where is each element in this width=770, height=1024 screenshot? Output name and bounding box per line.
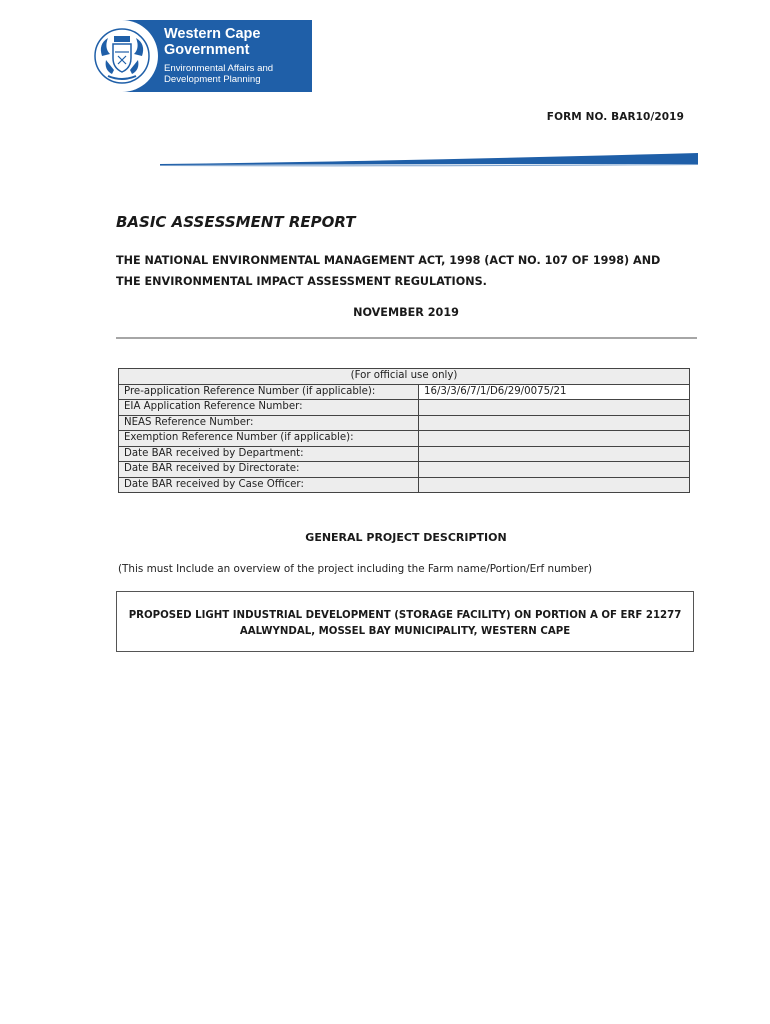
row-value[interactable] bbox=[419, 477, 690, 493]
report-date: NOVEMBER 2019 bbox=[353, 306, 459, 319]
table-row bbox=[119, 446, 690, 462]
section-heading: GENERAL PROJECT DESCRIPTION bbox=[305, 531, 507, 544]
row-label: Date BAR received by Department: bbox=[119, 446, 419, 462]
table-row bbox=[119, 431, 690, 447]
table-row bbox=[119, 384, 690, 400]
row-label: Date BAR received by Case Officer: bbox=[119, 477, 419, 493]
decorative-swoosh bbox=[160, 148, 700, 170]
table-row bbox=[119, 477, 690, 493]
form-number: FORM NO. BAR10/2019 bbox=[546, 111, 684, 123]
row-label: EIA Application Reference Number: bbox=[119, 400, 419, 416]
table-header-row bbox=[119, 369, 690, 385]
table-row bbox=[119, 462, 690, 478]
table-row bbox=[119, 400, 690, 416]
official-use-table bbox=[118, 368, 690, 493]
coat-of-arms-icon bbox=[86, 20, 158, 92]
logo-subtitle: Environmental Affairs and Development Planning bbox=[164, 63, 274, 85]
row-label: NEAS Reference Number: bbox=[119, 415, 419, 431]
logo-text bbox=[164, 26, 273, 85]
western-cape-government-logo bbox=[86, 20, 312, 92]
row-value[interactable]: 16/3/3/6/7/1/D6/29/0075/21 bbox=[419, 384, 690, 400]
row-label: Date BAR received by Directorate: bbox=[119, 462, 419, 478]
row-value[interactable] bbox=[419, 462, 690, 478]
act-reference: THE NATIONAL ENVIRONMENTAL MANAGEMENT ACT, 1998 (ACT NO. 107 OF 1998) AND THE ENVIRONMENTAL IMPACT ASSESSMENT REGULATIONS. bbox=[116, 254, 661, 288]
report-title: BASIC ASSESSMENT REPORT bbox=[116, 213, 356, 231]
table-header: (For official use only) bbox=[119, 369, 690, 385]
row-value[interactable] bbox=[419, 400, 690, 416]
row-value[interactable] bbox=[419, 431, 690, 447]
divider bbox=[116, 337, 697, 339]
table-row bbox=[119, 415, 690, 431]
project-description-box: PROPOSED LIGHT INDUSTRIAL DEVELOPMENT (STORAGE FACILITY) ON PORTION A OF ERF 21277 AALWYNDAL, MOSSEL BAY MUNICIPALITY, WESTERN CAPE bbox=[116, 591, 694, 652]
logo-title: Western Cape Government bbox=[164, 26, 261, 58]
row-label: Pre-application Reference Number (if applicable): bbox=[119, 384, 419, 400]
section-note: (This must Include an overview of the project including the Farm name/Portion/Erf number) bbox=[118, 563, 593, 575]
row-label: Exemption Reference Number (if applicable): bbox=[119, 431, 419, 447]
row-value[interactable] bbox=[419, 415, 690, 431]
row-value[interactable] bbox=[419, 446, 690, 462]
